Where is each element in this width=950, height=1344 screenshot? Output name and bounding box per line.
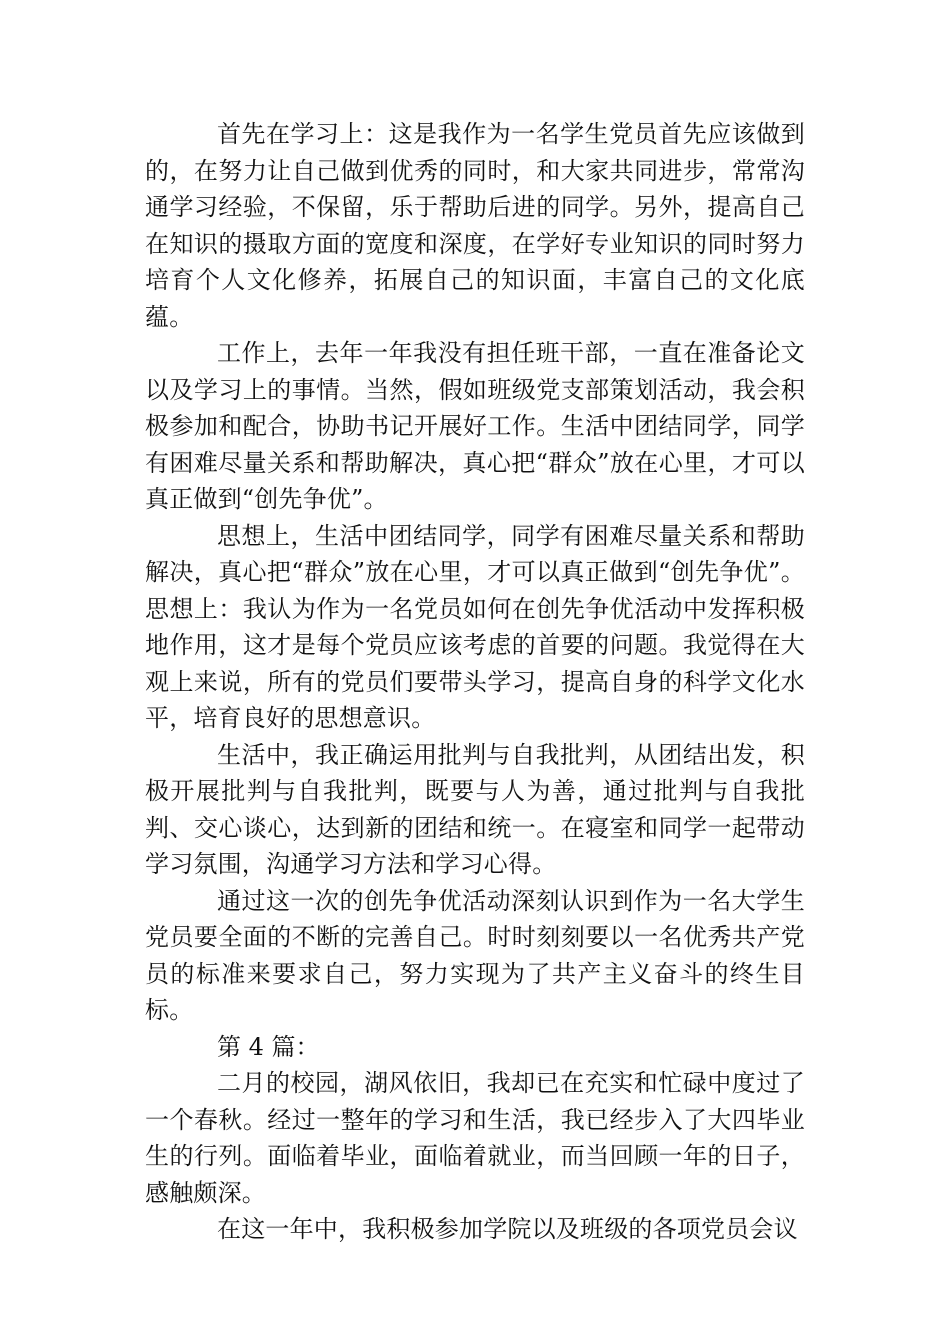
paragraph-life: 生活中，我正确运用批判与自我批判，从团结出发，积极开展批判与自我批判，既要与人为善，通过批判与自我批判、交心谈心，达到新的团结和统一。在寝室和同学一起带动学习氛围，沟通学习方法和学习心得。 xyxy=(145,740,805,878)
paragraph-conclusion: 通过这一次的创先争优活动深刻认识到作为一名大学生党员要全面的不断的完善自己。时时刻刻要以一名优秀共产党员的标准来要求自己，努力实现为了共产主义奋斗的终生目标。 xyxy=(145,886,805,1024)
paragraph-meetings: 在这一年中，我积极参加学院以及班级的各项党员会议 xyxy=(217,1215,798,1243)
paragraph-study: 首先在学习上：这是我作为一名学生党员首先应该做到的，在努力让自己做到优秀的同时，和大家共同进步，常常沟通学习经验，不保留，乐于帮助后进的同学。另外，提高自己在知识的摄取方面的宽度和深度，在学好专业知识的同时努力培育个人文化修养，拓展自己的知识面，丰富自己的文化底蕴。 xyxy=(145,120,805,331)
paragraph-work: 工作上，去年一年我没有担任班干部，一直在准备论文以及学习上的事情。当然，假如班级党支部策划活动，我会积极参加和配合，协助书记开展好工作。生活中团结同学，同学有困难尽量关系和帮助解决，真心把“群众”放在心里，才可以真正做到“创先争优”。 xyxy=(145,339,805,513)
paragraph-thought: 思想上，生活中团结同学，同学有困难尽量关系和帮助解决，真心把“群众”放在心里，才可以真正做到“创先争优”。思想上：我认为作为一名党员如何在创先争优活动中发挥积极地作用，这才是每个党员应该考虑的首要的问题。我觉得在大观上来说，所有的党员们要带头学习，提高自身的科学文化水平，培育良好的思想意识。 xyxy=(145,521,805,732)
paragraph-campus: 二月的校园，湖风依旧，我却已在充实和忙碌中度过了一个春秋。经过一整年的学习和生活，我已经步入了大四毕业生的行列。面临着毕业，面临着就业，而当回顾一年的日子，感触颇深。 xyxy=(145,1069,805,1207)
document-body xyxy=(145,116,805,1248)
section-heading: 第 4 篇： xyxy=(217,1032,320,1061)
